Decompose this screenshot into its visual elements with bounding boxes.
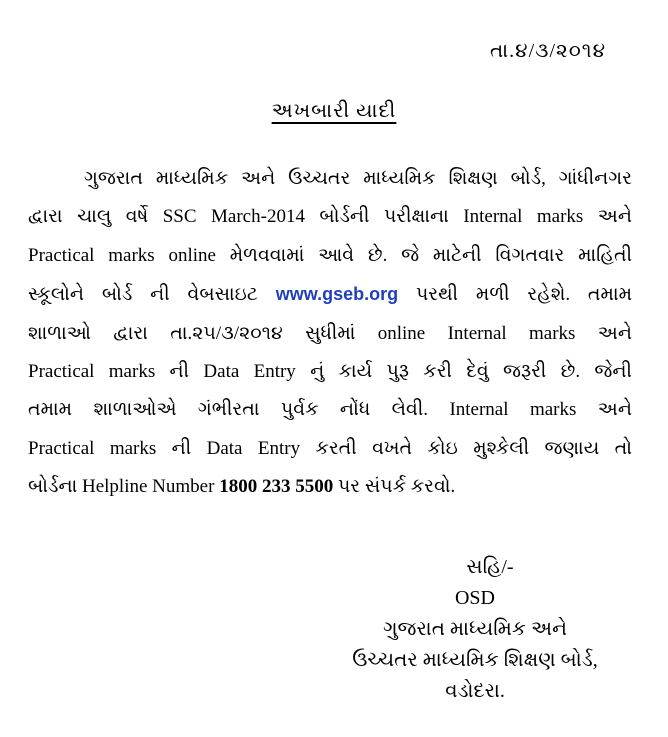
body-line-6: Practical marks ની Data Entry નું કાર્ય પુરૂ કરી દેવું જરૂરી છે. જેની bbox=[28, 361, 632, 383]
organization-city: વડોદરા. bbox=[445, 680, 505, 702]
body-line-9-pre: બોર્ડના Helpline Number bbox=[28, 476, 215, 498]
body-line-4-post: પરથી મળી રહેશે. તમામ bbox=[415, 284, 633, 306]
body-paragraph bbox=[28, 160, 633, 507]
body-line-2: દ્વારા ચાલુ વર્ષે SSC March-2014 બોર્ડની પરીક્ષાના Internal marks અને bbox=[28, 206, 632, 228]
helpline-number: 1800 233 5500 bbox=[219, 476, 334, 498]
body-line-9-post: પર સંપર્ક કરવો. bbox=[337, 476, 456, 498]
body-line-4 bbox=[28, 275, 632, 314]
body-line-3: Practical marks online મેળવવામાં આવે છે. જે માટેની વિગતવાર માહિતી bbox=[28, 244, 632, 266]
signature-block bbox=[320, 552, 630, 707]
body-line-4-pre: સ્કૂલોને બોર્ડ ની વેબસાઇટ bbox=[28, 284, 258, 306]
document-date: તા.૪/૩/૨૦૧૪ bbox=[490, 40, 606, 62]
signature-mark: સહિ/- bbox=[466, 556, 514, 578]
body-line-8: Practical marks ની Data Entry કરતી વખતે કોઇ મુશ્કેલી જણાય તો bbox=[28, 437, 632, 459]
body-line-5: શાળાઓ દ્વારા તા.૨૫/૩/૨૦૧૪ સુધીમાં online Internal marks અને bbox=[28, 322, 632, 344]
organization-line-2: ઉચ્ચતર માધ્યમિક શિક્ષણ બોર્ડ, bbox=[352, 649, 598, 671]
body-line-9 bbox=[28, 468, 632, 506]
body-line-1: ગુજરાત માધ્યમિક અને ઉચ્ચતર માધ્યમિક શિક્ષણ બોર્ડ, ગાંધીનગર bbox=[84, 168, 632, 189]
document-heading bbox=[0, 100, 668, 123]
organization-line-1: ગુજરાત માધ્યમિક અને bbox=[382, 618, 568, 640]
heading-text: અખબારી યાદી bbox=[271, 100, 397, 122]
signatory-designation: OSD bbox=[454, 587, 495, 609]
website-link[interactable]: www.gseb.org bbox=[275, 284, 399, 305]
body-line-7: તમામ શાળાઓએ ગંભીરતા પુર્વક નોંધ લેવી. Internal marks અને bbox=[28, 399, 632, 421]
